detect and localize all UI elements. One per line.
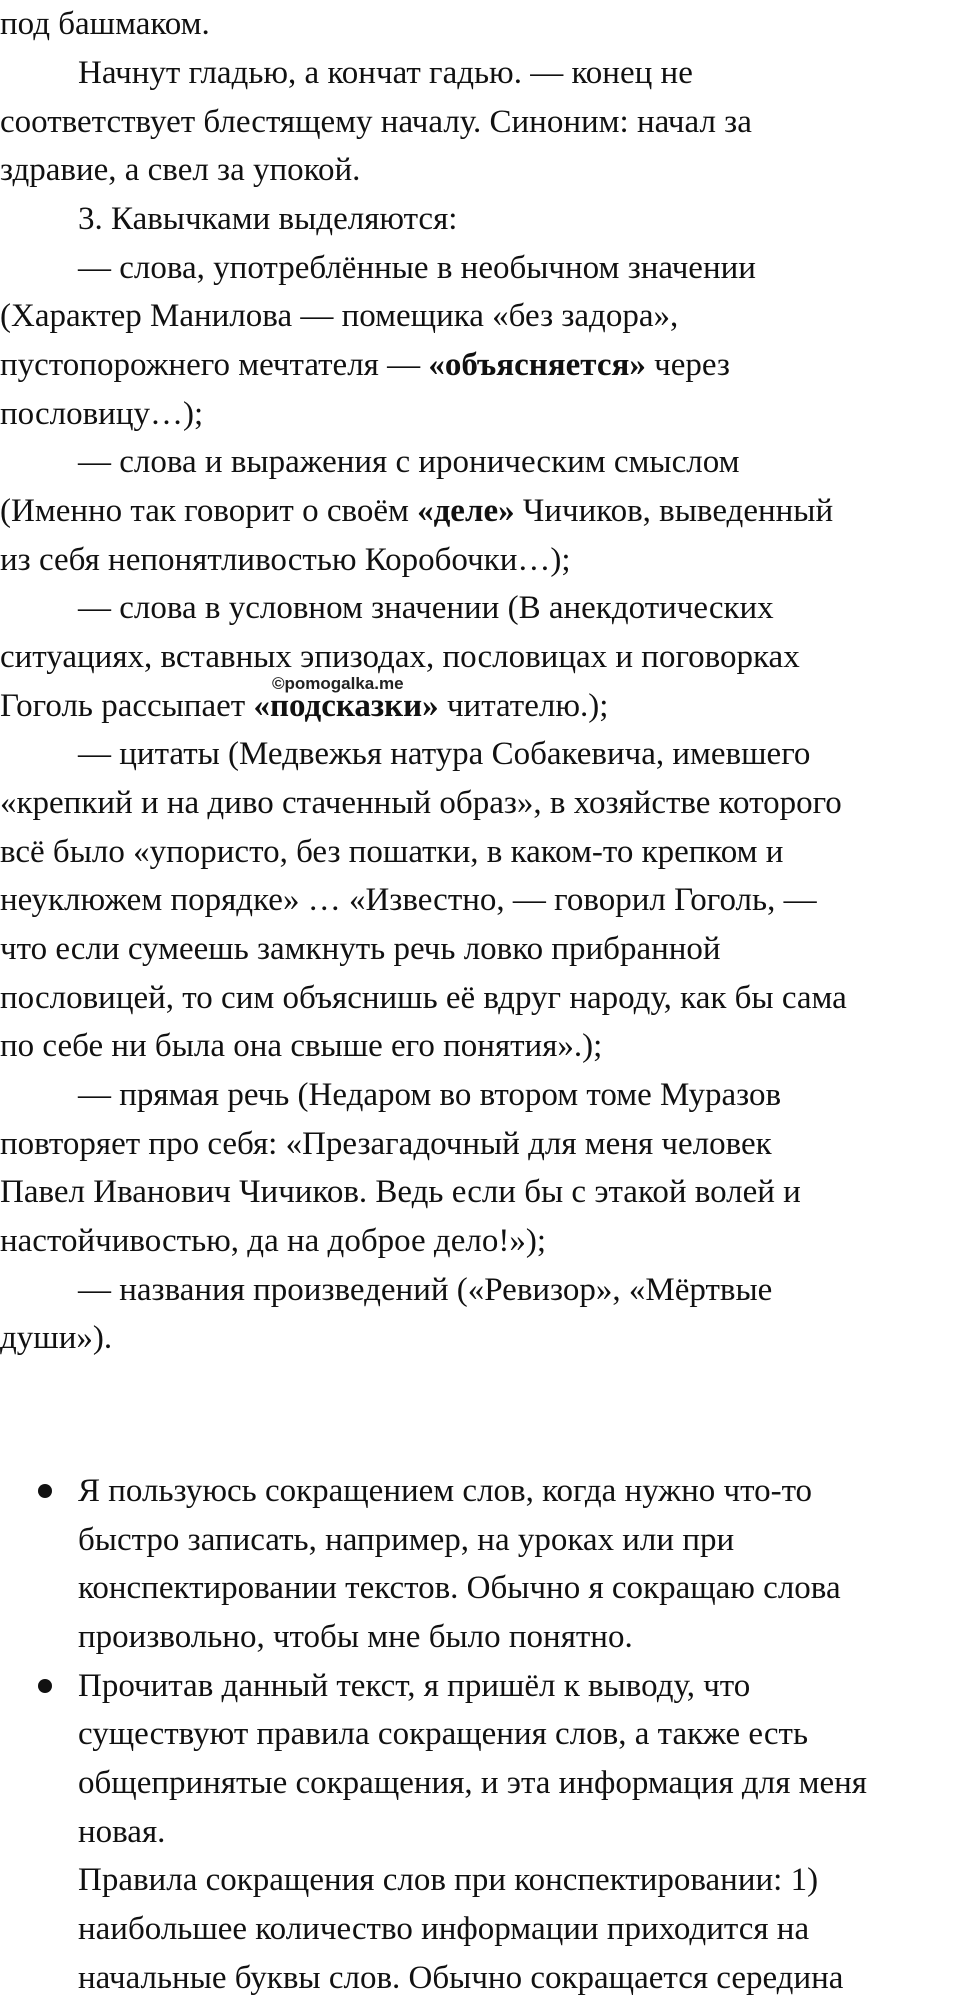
list-item-line: наибольшее количество информации приходится на	[78, 1911, 810, 1947]
list-item-line: общепринятые сокращения, и эта информация для меня	[78, 1765, 867, 1801]
list-item-line: начальные буквы слов. Обычно сокращается середина	[78, 1960, 844, 1996]
text-line: что если сумеешь замкнуть речь ловко прибранной	[0, 931, 721, 967]
text-line: души»).	[0, 1320, 113, 1356]
text-line: 3. Кавычками выделяются:	[78, 201, 458, 237]
list-item-line: существуют правила сокращения слов, а также есть	[78, 1716, 808, 1752]
list-item-line: Прочитав данный текст, я пришёл к выводу, что	[78, 1668, 751, 1704]
list-item-line: Я пользуюсь сокращением слов, когда нужно что-то	[78, 1473, 813, 1509]
text-line: повторяет про себя: «Презагадочный для меня человек	[0, 1126, 772, 1162]
text-line: настойчивостью, да на доброе дело!»);	[0, 1223, 546, 1259]
bold-quote: «объясняется»	[428, 347, 646, 383]
text-line: «крепкий и на диво стаченный образ», в хозяйстве которого	[0, 785, 842, 821]
text-line: из себя непонятливостью Коробочки…);	[0, 542, 571, 578]
text-line: Павел Иванович Чичиков. Ведь если бы с этакой волей и	[0, 1174, 801, 1210]
bold-quote: «подсказки»	[253, 688, 439, 724]
text-line: — названия произведений («Ревизор», «Мёртвые	[78, 1272, 773, 1308]
text-span: Гоголь рассыпает	[0, 688, 254, 724]
bullet-dot	[38, 1679, 52, 1693]
text-line: всё было «упористо, без пошатки, в каком-то крепком и	[0, 834, 784, 870]
text-line: по себе ни была она свыше его понятия».);	[0, 1028, 603, 1064]
list-item-line: произвольно, чтобы мне было понятно.	[78, 1619, 633, 1655]
text-line: соответствует блестящему началу. Синоним: начал за	[0, 104, 752, 140]
list-item-line: конспектировании текстов. Обычно я сокращаю слова	[78, 1570, 841, 1606]
text-span: через	[645, 347, 730, 383]
text-line: Начнут гладью, а кончат гадью. — конец не	[78, 55, 693, 91]
text-line: (Характер Манилова — помещика «без задора»,	[0, 298, 679, 334]
bullet-dot	[38, 1484, 52, 1498]
list-item-line: Правила сокращения слов при конспектировании: 1)	[78, 1862, 819, 1898]
text-span: (Именно так говорит о своём	[0, 493, 418, 529]
text-line: неуклюжем порядке» … «Известно, — говорил Гоголь, —	[0, 882, 817, 918]
text-line: — слова, употреблённые в необычном значении	[78, 250, 756, 286]
text-line	[0, 491, 833, 531]
text-span: Чичиков, выведенный	[514, 493, 834, 529]
text-line: здравие, а свел за упокой.	[0, 152, 361, 188]
text-line: — слова и выражения с ироническим смыслом	[78, 444, 740, 480]
list-item-line: быстро записать, например, на уроках или при	[78, 1522, 735, 1558]
text-line: пословицей, то сим объяснишь её вдруг народу, как бы сама	[0, 980, 847, 1016]
text-line: — слова в условном значении (В анекдотических	[78, 590, 774, 626]
bold-quote: «деле»	[417, 493, 515, 529]
text-line: — прямая речь (Недаром во втором томе Муразов	[78, 1077, 782, 1113]
text-span: читателю.);	[438, 688, 609, 724]
text-line: пословицу…);	[0, 396, 204, 432]
list-item-line: новая.	[78, 1814, 166, 1850]
text-line	[0, 345, 730, 385]
text-span: пустопорожнего мечтателя —	[0, 347, 429, 383]
text-line: — цитаты (Медвежья натура Собакевича, имевшего	[78, 736, 811, 772]
text-line: под башмаком.	[0, 6, 210, 42]
watermark: ©pomogalka.me	[272, 674, 404, 693]
text-line: ситуациях, вставных эпизодах, пословицах и поговорках	[0, 639, 800, 675]
